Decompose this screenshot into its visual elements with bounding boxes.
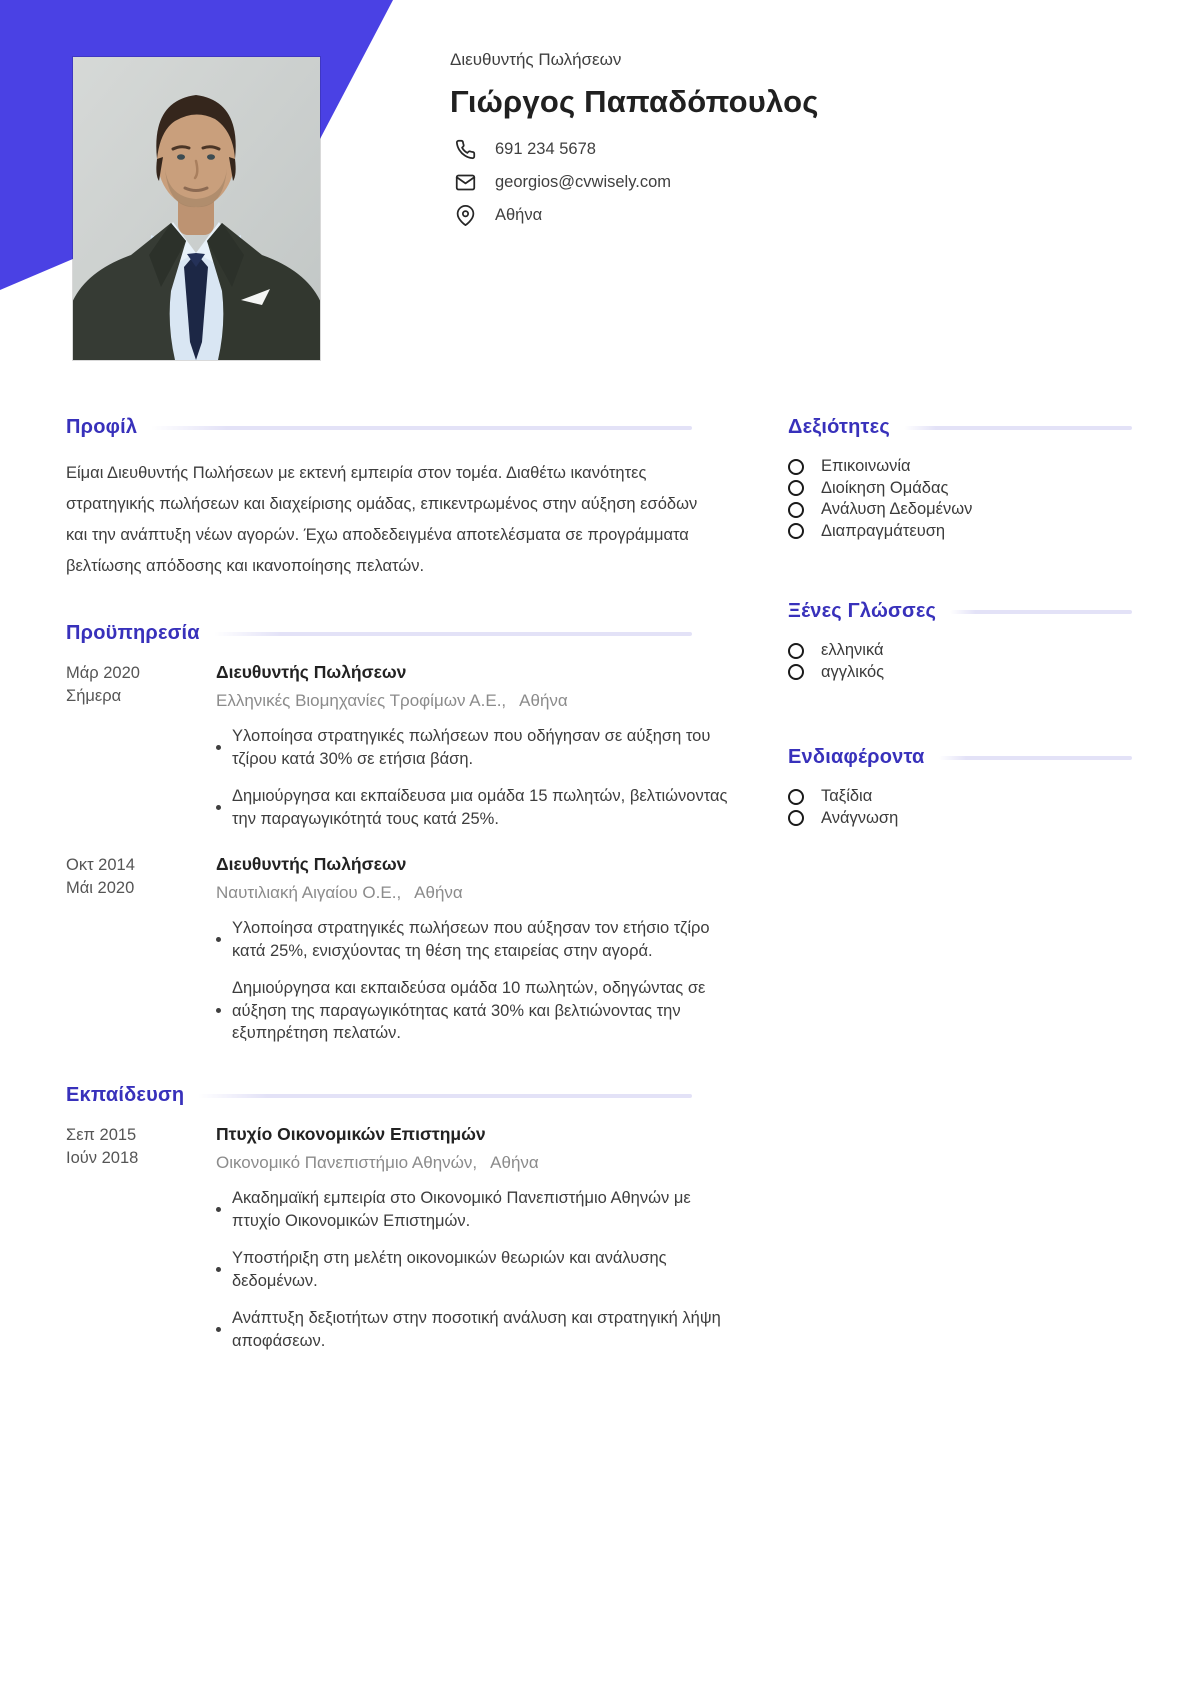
experience-2-bullet-1: Υλοποίησα στρατηγικές πωλήσεων που αύξησαν τον ετήσιο τζίρο κατά 25%, ενισχύοντας τη θέση της εταιρείας στην αγορά. — [216, 917, 738, 962]
bullet-dot — [216, 937, 221, 942]
language-item: ελληνικά — [788, 640, 1132, 662]
skills-heading-label: Δεξιότητες — [788, 416, 890, 438]
date-from: Οκτ 2014 — [66, 856, 135, 874]
section-heading-skills — [788, 416, 1132, 439]
interest-item: Ανάγνωση — [788, 808, 1132, 830]
interests-list — [788, 786, 1132, 829]
phone-number: 691 234 5678 — [495, 139, 596, 158]
heading-divider — [904, 426, 1132, 430]
experience-2-role: Διευθυντής Πωλήσεων — [216, 854, 407, 874]
skill-item: Διοίκηση Ομάδας — [788, 478, 1132, 500]
experience-1-location: Αθήνα — [519, 691, 568, 710]
circle-bullet-icon — [788, 502, 804, 518]
experience-2-bullet-2: Δημιούργησα και εκπαιδεύσα ομάδα 10 πωλητών, οδηγώντας σε αύξηση της παραγωγικότητας κατά 30% και βελτιώνοντας την εξυπηρέτηση πελατών. — [216, 977, 738, 1045]
skills-list — [788, 456, 1132, 542]
skill-item: Επικοινωνία — [788, 456, 1132, 478]
section-heading-education — [66, 1084, 692, 1107]
date-to: Ιούν 2018 — [66, 1149, 139, 1167]
candidate-name: Γιώργος Παπαδόπουλος — [450, 84, 819, 119]
language-item: αγγλικός — [788, 662, 1132, 684]
heading-divider — [214, 632, 692, 636]
date-from: Μάρ 2020 — [66, 664, 140, 682]
header-job-title: Διευθυντής Πωλήσεων — [450, 50, 622, 69]
email-address: georgios@cvwisely.com — [495, 172, 671, 191]
date-from: Σεπ 2015 — [66, 1126, 137, 1144]
circle-bullet-icon — [788, 480, 804, 496]
contact-email-row — [455, 170, 671, 194]
profile-heading-label: Προφίλ — [66, 416, 138, 438]
education-1-bullet-3: Ανάπτυξη δεξιοτήτων στην ποσοτική ανάλυση και στρατηγική λήψη αποφάσεων. — [216, 1307, 738, 1352]
languages-list — [788, 640, 1132, 683]
education-1-location: Αθήνα — [490, 1153, 539, 1172]
languages-heading-label: Ξένες Γλώσσες — [788, 600, 937, 622]
experience-2-company: Ναυτιλιακή Αιγαίου Ο.Ε., — [216, 883, 402, 902]
date-to: Σήμερα — [66, 687, 122, 705]
interests-heading-label: Ενδιαφέροντα — [788, 746, 925, 768]
bullet-dot — [216, 805, 221, 810]
profile-summary: Είμαι Διευθυντής Πωλήσεων με εκτενή εμπειρία στον τομέα. Διαθέτω ικανότητες στρατηγικής πωλήσεων και διαχείρισης ομάδας, επικεντρωμένος στην αύξηση εσόδων και την ανάπτυξη νέων αγορών. Έχω αποδεδειγμένα αποτελέσματα σε προγράμματα βελτίωσης απόδοσης και ικανοποίησης πελατών. — [66, 464, 698, 575]
circle-bullet-icon — [788, 459, 804, 475]
experience-2-dates — [66, 854, 201, 900]
experience-2-location: Αθήνα — [414, 883, 463, 902]
section-heading-languages — [788, 600, 1132, 623]
bullet-dot — [216, 1267, 221, 1272]
skill-item: Διαπραγμάτευση — [788, 521, 1132, 543]
education-1-degree: Πτυχίο Οικονομικών Επιστημών — [216, 1124, 486, 1144]
bullet-dot — [216, 1008, 221, 1013]
contact-location-row — [455, 203, 542, 227]
circle-bullet-icon — [788, 810, 804, 826]
email-icon — [455, 172, 476, 193]
education-1-dates — [66, 1124, 201, 1170]
education-heading-label: Εκπαίδευση — [66, 1084, 185, 1106]
location-text: Αθήνα — [495, 205, 543, 224]
phone-icon — [455, 139, 476, 160]
bullet-dot — [216, 745, 221, 750]
circle-bullet-icon — [788, 523, 804, 539]
experience-heading-label: Προϋπηρεσία — [66, 622, 200, 644]
heading-divider — [151, 426, 692, 430]
education-1-bullet-2: Υποστήριξη στη μελέτη οικονομικών θεωριών και ανάλυσης δεδομένων. — [216, 1247, 738, 1292]
experience-1-bullet-2: Δημιούργησα και εκπαίδευσα μια ομάδα 15 πωλητών, βελτιώνοντας την παραγωγικότητά τους κατά 25%. — [216, 785, 738, 830]
heading-divider — [950, 610, 1132, 614]
circle-bullet-icon — [788, 643, 804, 659]
circle-bullet-icon — [788, 664, 804, 680]
skill-item: Ανάλυση Δεδομένων — [788, 499, 1132, 521]
circle-bullet-icon — [788, 789, 804, 805]
profile-photo — [73, 57, 320, 360]
section-heading-profile — [66, 416, 692, 439]
portrait-illustration — [73, 57, 320, 360]
experience-entry-1 — [216, 660, 738, 830]
location-pin-icon — [455, 205, 476, 226]
education-1-bullet-1: Ακαδημαϊκή εμπειρία στο Οικονομικό Πανεπιστήμιο Αθηνών με πτυχίο Οικονομικών Επιστημών. — [216, 1187, 738, 1232]
section-heading-interests — [788, 746, 1132, 769]
education-1-school: Οικονομικό Πανεπιστήμιο Αθηνών, — [216, 1153, 478, 1172]
experience-1-dates — [66, 662, 201, 708]
section-heading-experience — [66, 622, 692, 645]
experience-entry-2 — [216, 852, 738, 1045]
contact-phone-row — [455, 137, 596, 161]
date-to: Μάι 2020 — [66, 879, 135, 897]
experience-1-role: Διευθυντής Πωλήσεων — [216, 662, 407, 682]
bullet-dot — [216, 1207, 221, 1212]
experience-1-company: Ελληνικές Βιομηχανίες Τροφίμων Α.Ε., — [216, 691, 507, 710]
interest-item: Ταξίδια — [788, 786, 1132, 808]
heading-divider — [198, 1094, 692, 1098]
heading-divider — [939, 756, 1132, 760]
experience-1-bullet-1: Υλοποίησα στρατηγικές πωλήσεων που οδήγησαν σε αύξηση του τζίρου κατά 30% σε ετήσια βάση. — [216, 725, 738, 770]
education-entry-1 — [216, 1122, 738, 1352]
bullet-dot — [216, 1327, 221, 1332]
